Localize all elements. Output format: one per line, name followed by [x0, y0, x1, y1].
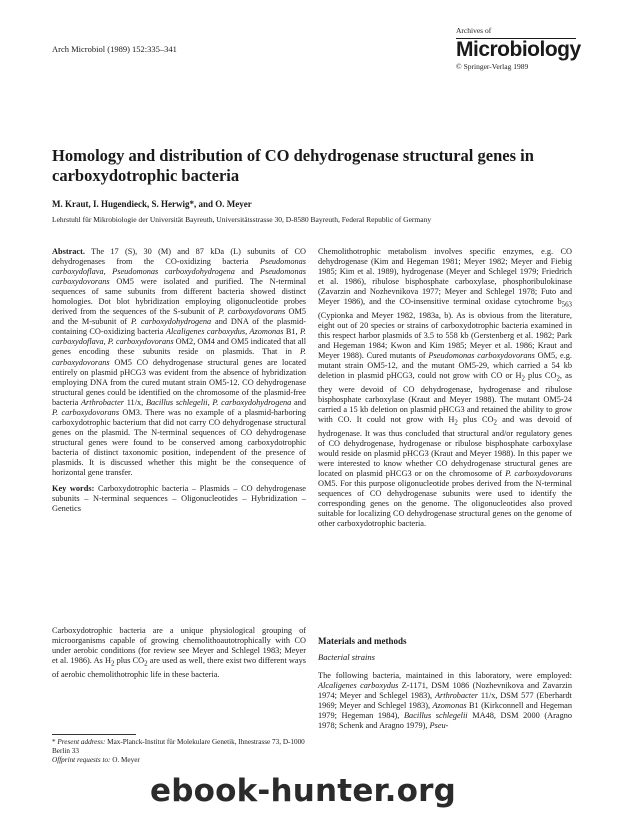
section-heading: Materials and methods	[318, 636, 407, 646]
intro-paragraph	[318, 247, 572, 529]
species-name: P. carboxydovorans	[52, 407, 120, 417]
body-text: OM5. For this purpose oligonucleotide probes derived from the N-terminal sequences of CO dehydrogenase subunits were used to identify the corresponding genes on the genome. The oligonucleotides also proved suitable for localizing CO dehydrogenase structural genes on the genome of other carboxydotrophic bacteria.	[318, 479, 572, 529]
abstract	[52, 247, 306, 478]
abstract-text: and	[294, 397, 307, 407]
body-text: , as they were devoid of CO dehydrogenase, hydrogenase and ribulose bisphosphate carboxylase (Kraut and Meyer 1988). The mutant OM5-24 carried a 15 kb deletion on plasmid pHCG3 and retained the ability to grow with CO. It could not grow with H	[318, 371, 572, 425]
subscript: 2	[144, 660, 148, 668]
subscript: 2	[493, 419, 497, 427]
subsection-heading: Bacterial strains	[318, 652, 375, 662]
species-name: Pseudomonas carboxydovorans	[52, 267, 306, 287]
body-text: plus CO	[524, 371, 557, 381]
species-name: Pseu-	[429, 721, 449, 731]
footnote-label: Present address:	[57, 738, 106, 746]
species-name: P. carboxydovorans	[218, 307, 286, 317]
keywords	[52, 484, 306, 514]
species-name: P. carboxydohydrogena	[131, 317, 212, 327]
species-name: P. carboxydoflava, P. carboxydovorans	[52, 327, 307, 347]
introduction	[52, 626, 306, 680]
methods-paragraph	[318, 671, 572, 731]
subscript: 2	[521, 375, 525, 383]
abstract-text: OM3. There was no example of a plasmid-harboring carboxydotrophic bacterium that did not carry CO dehydrogenase structural genes on the plasmid. The N-terminal sequences of CO dehydrogenase structural genes were found to be conserved among carboxydotrophic bacteria of distinct taxonomic position, independent of the presence of plasmids. It is discussed whether this might be the consequence of horizontal gene transfer.	[52, 407, 306, 478]
species-name: Alcaligenes carboxydus	[318, 681, 399, 691]
journal-name: Microbiology	[456, 38, 581, 61]
footnote	[52, 738, 306, 765]
species-name: P. carboxydovorans	[52, 347, 307, 367]
abstract-text: The 17 (S), 30 (M) and 87 kDa (L) subunits of CO dehydrogenases from the CO-oxidizing bacteria	[52, 247, 306, 267]
author-list: M. Kraut, I. Hugendieck, S. Herwig*, and O. Meyer	[52, 199, 252, 209]
species-name: Arthrobacter	[80, 397, 124, 407]
publisher-line: © Springer-Verlag 1989	[456, 62, 529, 71]
footnote-marker: *	[52, 738, 56, 746]
intro-text: are used as well, there exist two different ways of aerobic chemolithotrophic life in these bacteria.	[52, 656, 306, 679]
present-address	[52, 738, 306, 756]
article-title: Homology and distribution of CO dehydrogenase structural genes in carboxydotrophic bacteria	[52, 146, 534, 185]
subscript: 2	[454, 419, 458, 427]
species-name: P. carboxydovorans	[505, 468, 572, 478]
subscript: 2	[556, 375, 560, 383]
affiliation: Lehrstuhl für Mikrobiologie der Universität Bayreuth, Universitätsstrasse 30, D-8580 Bayreuth, Federal Republic of Germany	[52, 215, 432, 224]
watermark: ebook-hunter.org	[150, 773, 456, 809]
keywords-label: Key words:	[52, 484, 95, 494]
footnote-text: Max-Planck-Institut für Molekulare Genetik, Ihnestrasse 73, D-1000 Berlin 33	[52, 738, 305, 755]
body-text: B1 (Kirkconnell and Hegeman 1979; Hegeman 1984),	[318, 701, 572, 721]
intro-paragraph	[52, 626, 306, 680]
body-text: 11/x, DSM 577 (Eberhardt 1969; Meyer and Schlegel 1983),	[318, 691, 572, 711]
abstract-text: B1,	[285, 327, 298, 337]
species-name: Azomonas	[432, 701, 467, 711]
abstract-text: OM5 and the M-subunit of	[52, 307, 306, 327]
journal-citation: Arch Microbiol (1989) 152:335–341	[52, 44, 177, 54]
body-text: OM5, e.g. mutant strain OM5-12, and the mutant OM5-29, which carried a 54 kb deletion in plasmid pHCG3, could not grow with CO or H	[318, 351, 572, 381]
footnote-rule	[52, 734, 136, 735]
abstract-column	[52, 247, 306, 514]
intro-text: Carboxydotrophic bacteria are a unique physiological grouping of microorganisms capable of growing chemolithoautotrophically with CO under aerobic conditions (for review see Meyer and Schlegel 1983; Meyer et al. 1986). As H	[52, 626, 306, 666]
body-text: plus CO	[457, 415, 494, 425]
keywords-text: Carboxydotrophic bacteria – Plasmids – CO dehydrogenase subunits – N-terminal sequences – Oligonucleotides – Hybridization – Genetics	[52, 484, 306, 514]
intro-text: plus CO	[114, 656, 145, 666]
species-name: Bacillus schlegelii	[403, 711, 468, 721]
abstract-label: Abstract.	[52, 247, 85, 256]
abstract-text: and DNA of the plasmid-containing CO-oxidizing bacteria	[52, 317, 307, 337]
body-text: and was devoid of hydrogenase. It was thus concluded that structural and/or regulatory genes of CO dehydrogenase, hydrogenase or ribulose bisphosphate carboxylase would reside on plasmid pHCG3 (Kraut and Meyer 1988). In this paper we were interested to know whether CO dehydrogenase structural genes are located on plasmid pHCG3 or on the chromosome of	[318, 415, 572, 478]
body-text: (Cypionka and Meyer 1982, 1983a, b). As is obvious from the literature, eight out of 20 species or strains of carboxydotrophic bacteria examined in this respect harbor plasmids of 3.5 to 558 kb (Gerstenberg et al. 1982; Park and Hegeman 1984; Kwon and Kim 1985; Meyer et al. 1986; Kraut and Meyer 1988). Cured mutants of	[318, 310, 572, 361]
body-text: MA48, DSM 2000 (Aragno 1978; Schenk and Aragno 1979),	[318, 711, 573, 731]
abstract-text: OM5 were isolated and purified. The N-terminal sequences of same subunits from different bacteria showed distinct homologies. Dot blot hybridization employing oligonucleotide probes derived from the sequences of the S-subunit of	[52, 277, 307, 317]
intro-continued	[318, 247, 572, 529]
species-name: Pseudomonas carboxydoflava, Pseudomonas carboxydohydrogena	[52, 257, 306, 277]
subscript: 2	[110, 660, 115, 668]
abstract-text: OM5 CO dehydrogenase structural genes are located entirely on plasmid pHCG3 was evident from the absence of hybridization employing DNA from the cured mutant strain OM5-12. CO dehydrogenase structural genes could be identified on the chromosome of the plasmid-free bacteria	[52, 357, 307, 407]
footnote-text: O. Meyer	[112, 756, 140, 764]
species-name: Bacillus schlegelii, P. carboxydohydrogena	[145, 397, 292, 407]
abstract-text: and	[241, 267, 254, 277]
body-text: The following bacteria, maintained in this laboratory, were employed:	[318, 671, 572, 680]
species-name: Alcaligenes carboxydus, Azomonas	[165, 327, 284, 337]
body-text: Z-1171, DSM 1086 (Nozhevnikova and Zavarzin 1974; Meyer and Schlegel 1983),	[318, 681, 572, 701]
footnote-label: Offprint requests to:	[52, 756, 111, 764]
body-text: Chemolithotrophic metabolism involves specific enzymes, e.g. CO dehydrogenase (Kim and Hegeman 1981; Meyer 1982; Meyer and Fiebig 1985; Kim et al. 1989), hydrogenase (Meyer and Schlegel 1979; Friedrich et al. 1986), ribulose bisphosphate carboxylase, phosphoribulokinase (Zavarzin and Nozhevnikova 1977; Meyer and Schlegel 1978; Futo and Meyer 1986), and the CO-insensitive terminal oxidase cytochrome b	[318, 247, 572, 307]
abstract-text: OM2, OM4 and OM5 indicated that all genes encoding these subunits reside on plasmids. That in	[52, 337, 307, 357]
species-name: Arthrobacter	[434, 691, 479, 701]
offprint-requests	[52, 756, 306, 765]
methods-text	[318, 671, 572, 731]
species-name: Pseudomonas carboxydovorans	[428, 351, 535, 361]
abstract-text: 11/x,	[126, 397, 144, 407]
subscript: 563	[561, 301, 572, 309]
journal-prefix: Archives of	[456, 26, 492, 35]
journal-masthead	[456, 26, 581, 71]
